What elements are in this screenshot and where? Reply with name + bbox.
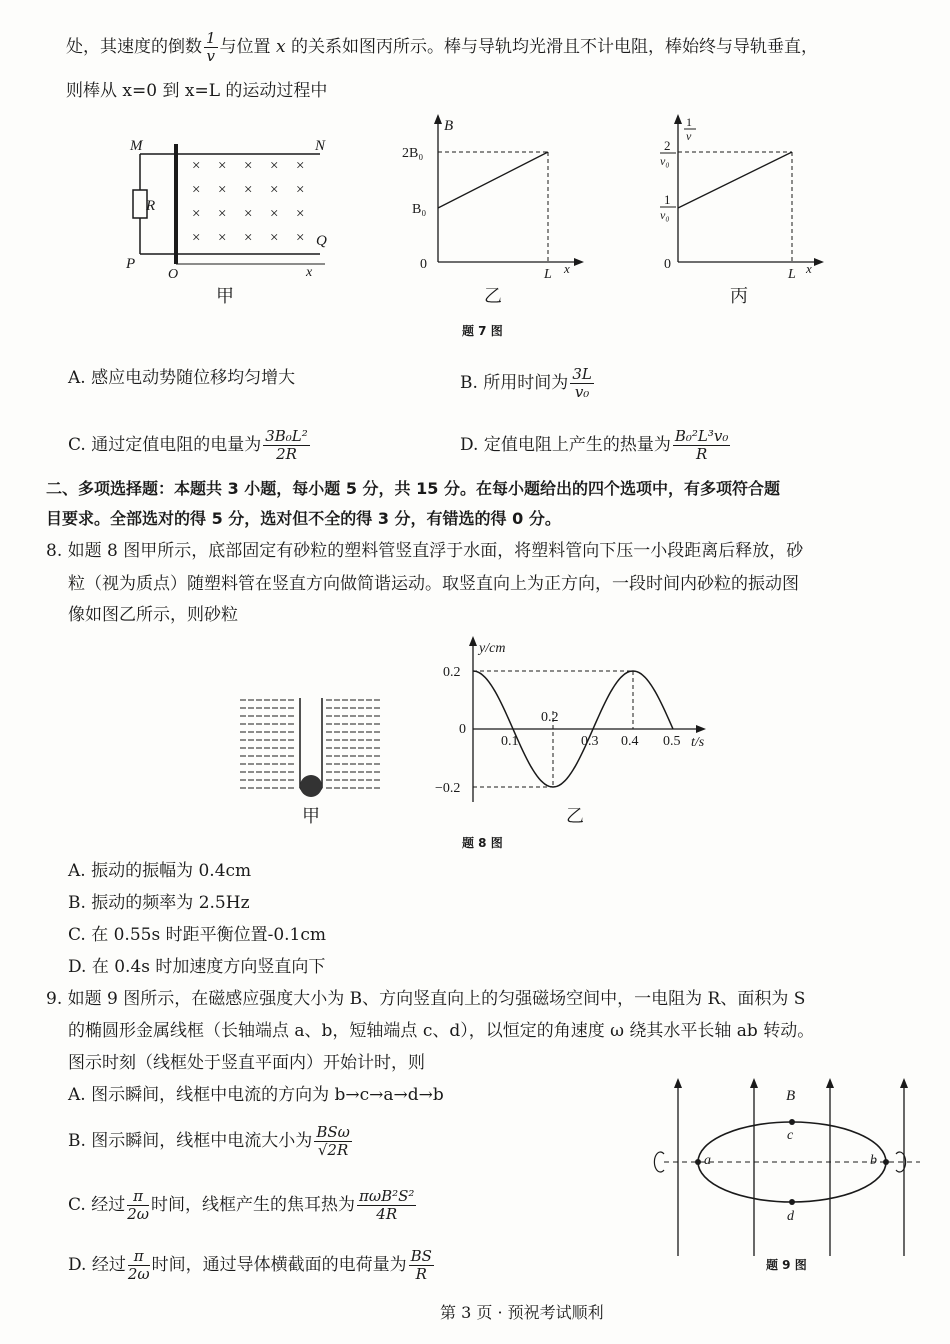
svg-text:c: c xyxy=(787,1128,794,1143)
svg-text:L: L xyxy=(788,267,796,282)
tick-B0: B₀ xyxy=(412,202,427,217)
label-O: O xyxy=(168,267,179,282)
svg-text:v: v xyxy=(686,129,692,143)
x-axis-label: t/s xyxy=(691,735,705,750)
y-axis-label: y/cm xyxy=(479,641,506,656)
tick-L: L xyxy=(544,267,552,282)
x-tick-label: 0.1 xyxy=(501,734,519,749)
field-cross: × xyxy=(270,158,279,174)
field-cross: × xyxy=(192,230,201,246)
q9-option-d: D. 经过 $\frac{\pi}{2\omega}$ 时间，通过导体横截面的电荷量为 $\frac{BS}{R}$ xyxy=(68,1247,432,1283)
sand-grains xyxy=(300,775,322,797)
label-M: M xyxy=(130,138,143,154)
field-cross: × xyxy=(192,158,201,174)
fig7-title: 题 7 图 xyxy=(462,324,503,338)
q8-yi-caption: 乙 xyxy=(566,806,584,827)
tick-2B0: 2B₀ xyxy=(402,146,424,161)
svg-text:v₀: v₀ xyxy=(660,154,670,168)
q8-jia-caption: 甲 xyxy=(302,806,320,827)
q7-option-c: C. 通过定值电阻的电量为 $\frac{\text{3B₀L²}}{2R}$ xyxy=(68,427,308,463)
field-cross: × xyxy=(218,158,227,174)
field-cross: × xyxy=(296,158,305,174)
field-cross: × xyxy=(218,230,227,246)
svg-text:v₀: v₀ xyxy=(660,208,670,222)
q9-line-2: 的椭圆形金属线框（长轴端点 a、b，短轴端点 c、d），以恒定的角速度 ω 绕其水平长轴 ab 转动。 xyxy=(68,1021,815,1041)
y-tick-label: 0.2 xyxy=(443,665,461,680)
fig7-bing-caption: 丙 xyxy=(730,286,748,307)
label-Q: Q xyxy=(316,233,327,249)
fraction-1-over-v: $\frac{1}{v}$ xyxy=(206,29,216,65)
svg-text:1: 1 xyxy=(686,115,692,129)
q8-jia-tube-diagram xyxy=(236,690,386,810)
label-P: P xyxy=(126,256,136,272)
intro-line-1: 处，其速度的倒数 $\frac{1}{v}$ 与位置 x 的关系如图丙所示。棒与导轨均光滑且不计电阻，棒始终与导轨垂直， xyxy=(66,29,818,65)
field-cross: × xyxy=(192,182,201,198)
field-cross: × xyxy=(218,182,227,198)
rotation-arrow-left-icon xyxy=(654,1152,664,1172)
q8-option-d: D. 在 0.4s 时加速度方向竖直向下 xyxy=(68,957,326,977)
q7-option-a: A. 感应电动势随位移均匀增大 xyxy=(68,368,296,388)
field-cross: × xyxy=(270,182,279,198)
fig7-yi-graph xyxy=(400,112,600,282)
q8-option-a: A. 振动的振幅为 0.4cm xyxy=(68,861,252,881)
x-tick-label: 0.2 xyxy=(541,710,559,725)
fig8-title: 题 8 图 xyxy=(462,836,503,850)
tick-zero: 0 xyxy=(420,257,427,272)
y-tick-label: −0.2 xyxy=(435,781,461,796)
field-cross: × xyxy=(192,206,201,222)
svg-text:a: a xyxy=(704,1153,711,1168)
q7-option-d: D. 定值电阻上产生的热量为 $\frac{\text{B₀²L³v₀}}{R}$ xyxy=(460,427,729,463)
section2-line-2: 目要求。全部选对的得 5 分，选对但不全的得 3 分，有错选的得 0 分。 xyxy=(46,509,561,528)
q8-line-3: 像如图乙所示，则砂粒 xyxy=(68,605,238,625)
label-N: N xyxy=(315,138,326,154)
q7-option-b: B. 所用时间为 $\frac{3L}{\text{v₀}}$ xyxy=(460,365,592,401)
intro-line-2: 则棒从 x=0 到 x=L 的运动过程中 xyxy=(66,81,328,101)
field-cross: × xyxy=(244,158,253,174)
section2-line-1: 二、多项选择题：本题共 3 小题，每小题 5 分，共 15 分。在每小题给出的四个选项中，有多项符合题 xyxy=(46,479,780,498)
q9-line-1: 9. 如题 9 图所示，在磁感应强度大小为 B、方向竖直向上的匀强磁场空间中，一电阻为 R、面积为 S xyxy=(46,989,806,1009)
q9-option-a: A. 图示瞬间，线框中电流的方向为 b→c→a→d→b xyxy=(68,1085,444,1105)
field-cross: × xyxy=(218,206,227,222)
field-cross: × xyxy=(270,206,279,222)
label-x: x xyxy=(306,265,313,280)
svg-text:B: B xyxy=(786,1088,796,1104)
svg-text:2: 2 xyxy=(664,138,671,153)
x-tick-label: 0.4 xyxy=(621,734,639,749)
field-cross: × xyxy=(244,182,253,198)
q8-option-b: B. 振动的频率为 2.5Hz xyxy=(68,893,250,913)
q8-line-1: 8. 如题 8 图甲所示，底部固定有砂粒的塑料管竖直浮于水面，将塑料管向下压一小段距离后释放，砂 xyxy=(46,541,804,561)
field-cross: × xyxy=(244,230,253,246)
q9-ellipse-diagram xyxy=(640,1076,920,1266)
svg-text:d: d xyxy=(787,1209,794,1224)
fig7-jia-caption: 甲 xyxy=(216,286,234,307)
fig9-title: 题 9 图 xyxy=(766,1258,807,1272)
q8-line-2: 粒（视为质点）随塑料管在竖直方向做简谐运动。取竖直向上为正方向，一段时间内砂粒的振动图 xyxy=(68,574,799,594)
q9-line-3: 图示时刻（线框处于竖直平面内）开始计时，则 xyxy=(68,1053,425,1073)
q9-option-b: B. 图示瞬间，线框中电流大小为 $\frac{\text{BSω}}{√2R}$ xyxy=(68,1123,350,1159)
svg-text:0: 0 xyxy=(664,257,671,272)
fig7-bing-graph xyxy=(640,112,840,282)
field-cross: × xyxy=(296,206,305,222)
svg-text:x: x xyxy=(806,261,812,276)
fig7-yi-caption: 乙 xyxy=(484,286,502,307)
x-tick-label: 0.5 xyxy=(663,734,681,749)
axis-B: B xyxy=(444,118,454,134)
field-cross: × xyxy=(296,182,305,198)
page-footer: 第 3 页 · 预祝考试顺利 xyxy=(440,1303,604,1322)
y-tick-label: 0 xyxy=(459,722,466,737)
axis-x: x xyxy=(564,261,570,276)
x-tick-label: 0.3 xyxy=(581,734,599,749)
svg-text:b: b xyxy=(870,1153,877,1168)
q8-vibration-chart xyxy=(425,632,725,812)
q9-option-c: C. 经过 $\frac{\pi}{2\omega}$ 时间，线框产生的焦耳热为 $\frac{\text{πωB²S²}}{4R}$ xyxy=(68,1187,415,1223)
label-R: R xyxy=(146,198,156,214)
field-cross: × xyxy=(270,230,279,246)
fig7-jia-diagram xyxy=(120,130,340,310)
field-cross: × xyxy=(244,206,253,222)
q8-option-c: C. 在 0.55s 时距平衡位置-0.1cm xyxy=(68,925,327,945)
field-cross: × xyxy=(296,230,305,246)
svg-text:1: 1 xyxy=(664,192,671,207)
